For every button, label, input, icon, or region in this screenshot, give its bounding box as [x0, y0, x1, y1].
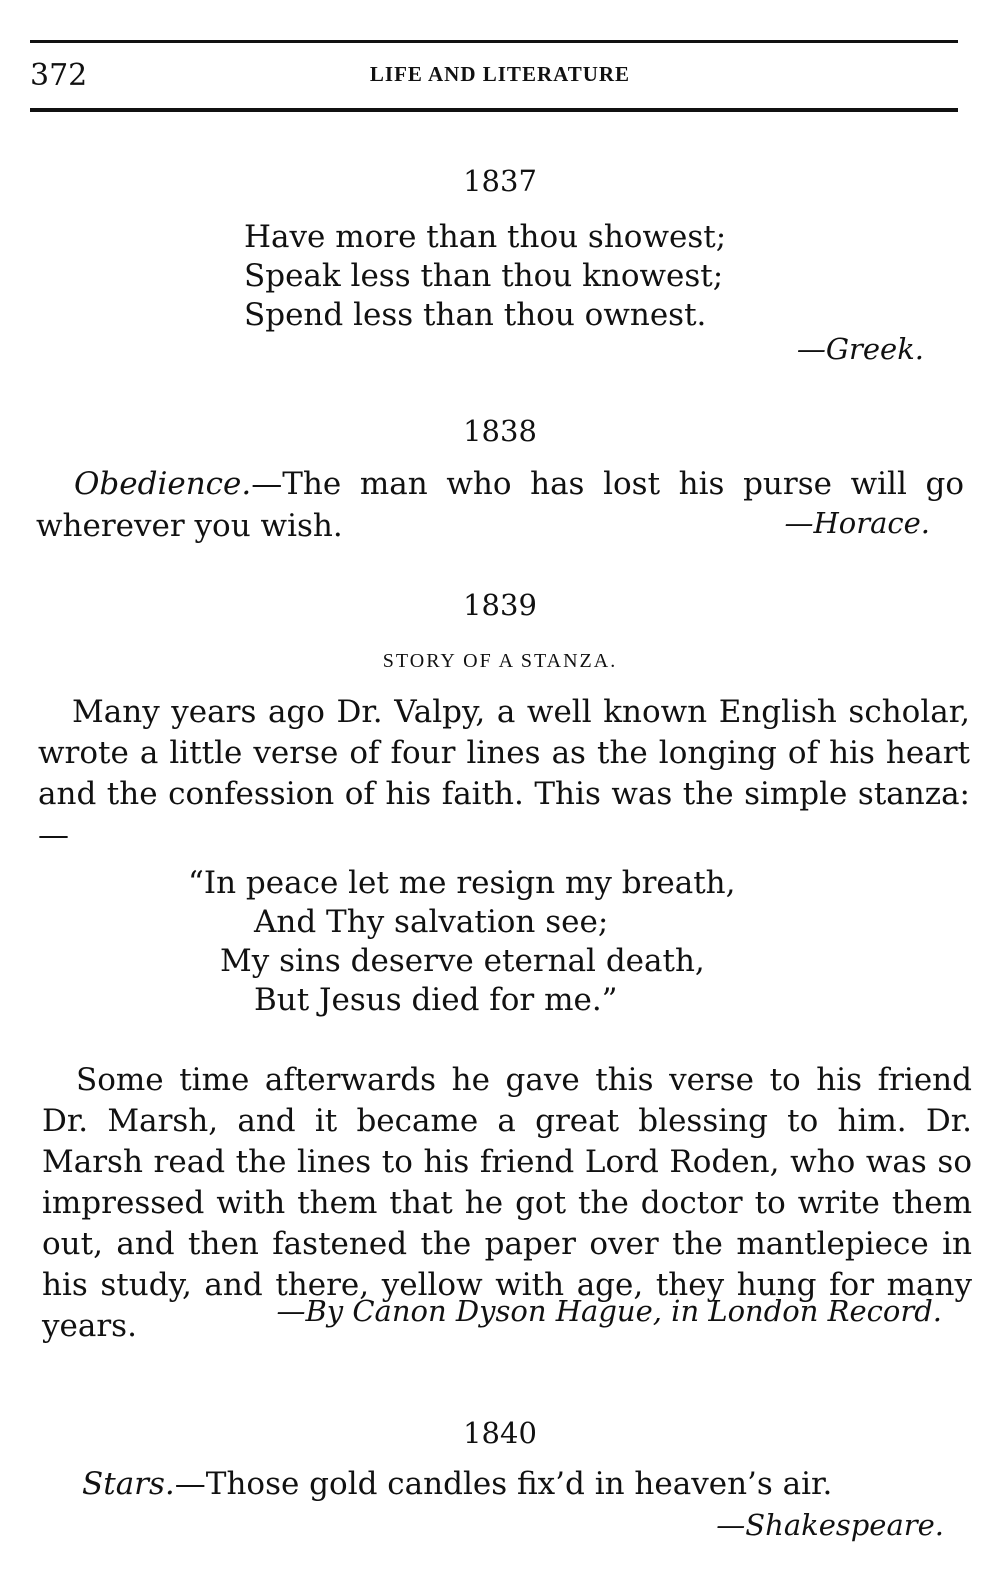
attribution: —By Canon Dyson Hague, in London Record.	[276, 1294, 942, 1328]
entry-title: Obedience.	[74, 466, 252, 502]
paragraph: Some time afterwards he gave this verse to his friend Dr. Marsh, and it became a great blessing to him. Dr. Marsh read the lines to his friend Lord Roden, who was so impressed with them that he got the doctor to write them out, and then fastened the paper over the mantlepiece in his study, and there, yellow with age, they hung for many years.	[42, 1062, 972, 1344]
attribution: —Greek.	[796, 332, 924, 366]
stanza-line: My sins deserve eternal death,	[220, 943, 705, 979]
page-number: 372	[30, 58, 88, 93]
entry-title: Stars.	[82, 1466, 175, 1502]
entry-text: wherever you wish.	[36, 508, 343, 544]
running-title: LIFE AND LITERATURE	[369, 62, 631, 86]
stanza-line: And Thy salvation see;	[254, 904, 609, 940]
paragraph: Many years ago Dr. Valpy, a well known English scholar, wrote a little verse of four lines as the longing of his heart and the confession of his faith. This was the simple stanza:—	[38, 694, 970, 853]
entry-number: 1840	[463, 1416, 537, 1450]
header-rule-bottom	[30, 108, 958, 112]
verse-1837	[244, 218, 726, 335]
entry-number: 1837	[463, 164, 537, 198]
entry-number: 1839	[463, 588, 537, 622]
stanza-line: But Jesus died for me.”	[254, 982, 618, 1018]
attribution: —Horace.	[784, 506, 930, 540]
stanza-line: “In peace let me resign my breath,	[188, 865, 736, 901]
verse-line: Have more than thou showest;	[244, 219, 727, 255]
header-rule-top	[30, 40, 958, 43]
entry-text-line	[74, 466, 964, 502]
entry-text: —The man who has lost his purse will go	[251, 466, 964, 502]
attribution: —Shakespeare.	[716, 1508, 944, 1542]
stanza	[188, 864, 736, 1020]
verse-line: Spend less than thou ownest.	[244, 297, 707, 333]
verse-line: Speak less than thou knowest;	[244, 258, 724, 294]
section-heading: STORY OF A STANZA.	[382, 650, 618, 672]
entry-text-line	[82, 1466, 832, 1502]
entry-number: 1838	[463, 414, 537, 448]
entry-text: —Those gold candles fix’d in heaven’s air.	[174, 1466, 833, 1502]
